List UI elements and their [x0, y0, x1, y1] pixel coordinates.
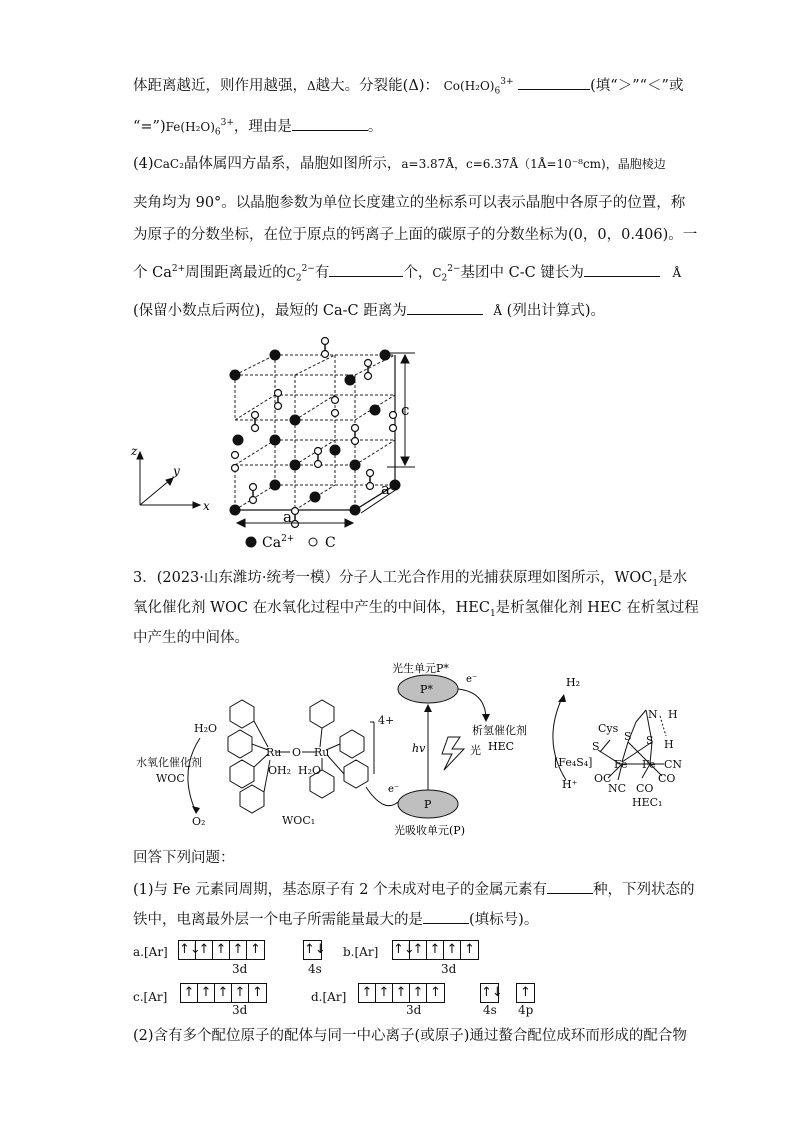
hplus-label: H⁺: [562, 778, 578, 791]
text-line-3: [133, 154, 666, 174]
s-label-2: S: [624, 730, 632, 743]
orbital-4s-label: 4s: [483, 1003, 497, 1017]
orbital-cell: ↑: [213, 941, 230, 959]
ru-label-2: Ru: [314, 746, 330, 759]
text-line-4: 夹角均为 90°。以晶胞参数为单位长度建立的坐标系可以表示晶胞中各原子的位置，称: [133, 195, 686, 211]
orbital-c-label: c.[Ar]: [133, 990, 168, 1004]
co-label-1: CO: [636, 782, 654, 795]
subscript: 2: [295, 273, 302, 284]
crystal-cell-figure: [125, 335, 425, 560]
h-label-1: H: [668, 708, 678, 721]
charge-label: 4+: [378, 714, 395, 727]
subscript: 1: [652, 578, 659, 589]
h2-label: H₂: [566, 676, 581, 689]
o-bridge-label: O: [292, 746, 302, 759]
p-bottom-label: 光吸收单元(P): [394, 824, 465, 837]
orbital-cell: ↑: [430, 985, 441, 1000]
angstrom: Å: [537, 157, 547, 171]
p2-line: [133, 909, 538, 930]
light-label: 光: [470, 744, 481, 757]
orbital-3d-label: 3d: [232, 1003, 248, 1017]
orbital-cell: ↑: [230, 941, 247, 959]
h-label-2: H: [664, 738, 674, 751]
o2-label: O₂: [192, 815, 206, 828]
orbital-cell: ↑↓: [481, 985, 503, 1000]
orbital-4p-label: 4p: [518, 1003, 534, 1017]
text-line-7: [133, 300, 605, 321]
text: 体距离越近，则作用越强，: [133, 77, 307, 94]
text: (4): [133, 156, 154, 172]
p-label: P: [424, 798, 432, 811]
n-label: N: [648, 708, 658, 721]
text: 晶体属四方晶系，晶胞如图所示，: [183, 156, 402, 172]
text: （1: [518, 157, 538, 171]
subscript: 1: [489, 608, 496, 619]
orbital-4s-label: 4s: [308, 962, 322, 976]
text: ＞: [617, 77, 633, 94]
answer-blank[interactable]: [584, 262, 660, 277]
oc-label: OC: [594, 772, 612, 785]
text: (1)与 Fe 元素同周期，基态原子有 2 个未成对电子的金属元素有: [133, 882, 548, 898]
electron-arrow-2: [458, 689, 486, 718]
text: 基团中 C-C 键长为: [460, 264, 584, 281]
orbital-a-label: a.[Ar]: [133, 945, 168, 959]
text: 氧化催化剂 WOC 在水氧化过程中产生的中间体，HEC: [133, 600, 490, 616]
p1-line: [133, 879, 695, 900]
orbital-a-3d: [178, 940, 265, 960]
angstrom: Å: [509, 157, 519, 171]
orbital-c-3d: [180, 983, 267, 1003]
text: (填标号)。: [469, 912, 539, 928]
text: 越大。分裂能(: [315, 77, 409, 94]
text-line-2: [133, 113, 382, 143]
s-label-3: S: [646, 734, 654, 747]
axis-y-label: y: [173, 464, 180, 478]
orbital-cell: ↑: [232, 984, 249, 1002]
orbital-b-label: b.[Ar]: [343, 945, 379, 959]
orbital-cell: ↑: [393, 984, 410, 1002]
co-symbol: Co: [443, 78, 461, 93]
text: 是水: [658, 570, 688, 586]
ligand: (H₂O): [180, 119, 215, 134]
legend-ca-marker: [246, 537, 257, 548]
text: ”“: [632, 77, 648, 94]
p3-line: (2)含有多个配位原子的配体与同一中心离子(或原子)通过螯合配位成环而形成的配合物: [133, 1028, 687, 1044]
text: =10⁻⁸cm)，晶胞棱边: [546, 157, 666, 171]
axes: [137, 452, 200, 508]
text-line-5: 为原子的分数坐标，在位于原点的钙离子上面的碳原子的分数坐标为(0，0，0.406)。一: [133, 227, 698, 243]
text: 是析氢催化剂 HEC 在析氢过程: [495, 600, 699, 616]
text: ”或: [661, 77, 684, 94]
text: 个 Ca: [133, 264, 172, 281]
oh2-label: OH₂: [268, 764, 292, 777]
text: 种，下列状态的: [593, 882, 695, 898]
label-a-bottom: a: [283, 508, 292, 526]
orbital-cell: ↑: [410, 941, 427, 959]
param-c: ，c=6.37: [453, 157, 510, 171]
s-label-1: S: [592, 740, 600, 753]
orbital-cell: ↑: [410, 984, 427, 1002]
label-c: c: [401, 401, 410, 419]
p-star-title: 光生单元P*: [392, 662, 449, 675]
text: )：: [418, 77, 439, 94]
legend-ca-label: $Ca^{2+}$: [262, 534, 295, 551]
lightning-icon: [442, 737, 464, 770]
subscript: 2: [441, 273, 448, 284]
orbital-d-3d: [358, 983, 445, 1003]
superscript: 2−: [447, 264, 461, 274]
delta-symbol: Δ: [307, 78, 316, 93]
woc-label: 水氧化催化剂: [136, 756, 202, 769]
orbital-3d-label: 3d: [232, 962, 248, 976]
answer-blank[interactable]: [547, 879, 593, 894]
delta-symbol: Δ: [408, 77, 419, 94]
angstrom: Å: [672, 265, 682, 280]
h2o-ligand-label: H₂O: [298, 764, 322, 777]
orbital-cell: ↑: [444, 941, 461, 959]
text: 个，: [403, 264, 433, 281]
ligand: (H₂O): [460, 78, 495, 93]
orbital-cell: ↑: [196, 941, 213, 959]
fe-symbol: Fe: [165, 119, 181, 134]
orbital-cell: ↑↓: [393, 942, 415, 957]
co-label-2: CO: [658, 772, 676, 785]
answer-blank[interactable]: [292, 116, 368, 131]
superscript: 3+: [500, 77, 514, 87]
orbital-b-3d: [392, 940, 479, 960]
orbital-cell: ↑: [359, 984, 376, 1002]
e-label-1: e⁻: [388, 784, 400, 795]
orbital-cell: ↑↓: [304, 942, 326, 957]
orbital-d-4p: [516, 983, 535, 1003]
text: (列出计算式)。: [506, 303, 605, 319]
orbital-cell: ↑: [520, 985, 531, 1000]
q3-line-1: [133, 568, 687, 594]
text: 周围距离最近的: [185, 264, 287, 281]
ru-label-1: Ru: [266, 746, 282, 759]
orbital-cell: ↑: [464, 942, 475, 957]
q3-line-2: [133, 598, 699, 624]
orbital-cell: ↑: [198, 984, 215, 1002]
photosynthesis-diagram: [130, 652, 710, 840]
calcium-atoms: [230, 350, 401, 516]
legend-c-label: C: [325, 535, 336, 551]
orbital-a-4s: [303, 940, 326, 960]
q3-line-3: 中产生的中间体。: [133, 630, 249, 646]
hec-label: 析氢催化剂: [472, 724, 527, 737]
answer-blank[interactable]: [518, 75, 590, 90]
text: ，理由是: [233, 118, 292, 135]
orbital-cell: ↑: [252, 985, 263, 1000]
text: (保留小数点后两位)，最短的 Ca-C 距离为: [133, 303, 407, 319]
text: “=”): [133, 118, 166, 135]
orbital-cell: ↑↓: [179, 942, 201, 957]
p-star-label: P*: [420, 683, 433, 696]
angstrom: Å: [493, 304, 503, 318]
angstrom: Å: [445, 157, 454, 171]
orbital-d-4s: [480, 983, 503, 1003]
fe4s4-label: [Fe₄S₄]: [554, 756, 593, 769]
orbital-3d-label: 3d: [441, 962, 457, 976]
fe-label-2: Fe: [642, 758, 656, 771]
woc1-label: WOC₁: [282, 814, 316, 827]
hv-label: hv: [412, 742, 426, 755]
axis-x-label: x: [203, 499, 210, 513]
answer-intro: 回答下列问题：: [133, 850, 235, 866]
text: ＜: [647, 77, 662, 94]
text: 有: [314, 264, 330, 281]
orbital-cell: ↑: [250, 942, 261, 957]
superscript: 3+: [220, 118, 234, 128]
hec1-label: HEC₁: [632, 796, 663, 809]
c2-symbol: C: [286, 265, 296, 280]
text: 。: [367, 118, 383, 135]
nc-label: NC: [608, 782, 627, 795]
text: (填“: [590, 77, 618, 94]
subscript: 6: [494, 86, 501, 97]
orbital-cell: ↑: [181, 984, 198, 1002]
text: 铁中，电离最外层一个电子所需能量最大的是: [133, 912, 423, 928]
c2-symbol: C: [432, 265, 442, 280]
param-a: a=3.87: [401, 157, 446, 171]
subscript: 6: [214, 127, 221, 138]
text: 3．(2023·山东潍坊·统考一模）分子人工光合作用的光捕获原理如图所示，WOC: [133, 570, 653, 586]
answer-blank[interactable]: [423, 909, 469, 924]
woc-label-2: WOC: [156, 772, 185, 785]
formula: CaC₂: [153, 157, 184, 171]
legend-c-marker: [309, 538, 317, 546]
orbital-3d-label: 3d: [406, 1003, 422, 1017]
text-line-6: [133, 259, 681, 289]
hec-label-2: HEC: [488, 740, 515, 753]
h2o-label: H₂O: [194, 722, 218, 735]
woc-cycle-arrow: [188, 738, 200, 812]
cn-label: CN: [664, 758, 683, 771]
fe-label-1: Fe: [614, 758, 628, 771]
orbital-d-label: d.[Ar]: [311, 990, 347, 1004]
cys-label: Cys: [598, 722, 619, 735]
answer-blank[interactable]: [407, 300, 483, 315]
superscript: 2−: [301, 264, 315, 274]
text-line-1: [133, 72, 683, 102]
orbital-cell: ↑: [376, 984, 393, 1002]
orbital-cell: ↑: [215, 984, 232, 1002]
label-a-side: a: [381, 480, 390, 498]
e-label-2: e⁻: [466, 674, 478, 685]
answer-blank[interactable]: [329, 262, 403, 277]
orbital-cell: ↑: [427, 941, 444, 959]
axis-z-label: z: [131, 444, 138, 458]
superscript: 2+: [171, 264, 186, 274]
